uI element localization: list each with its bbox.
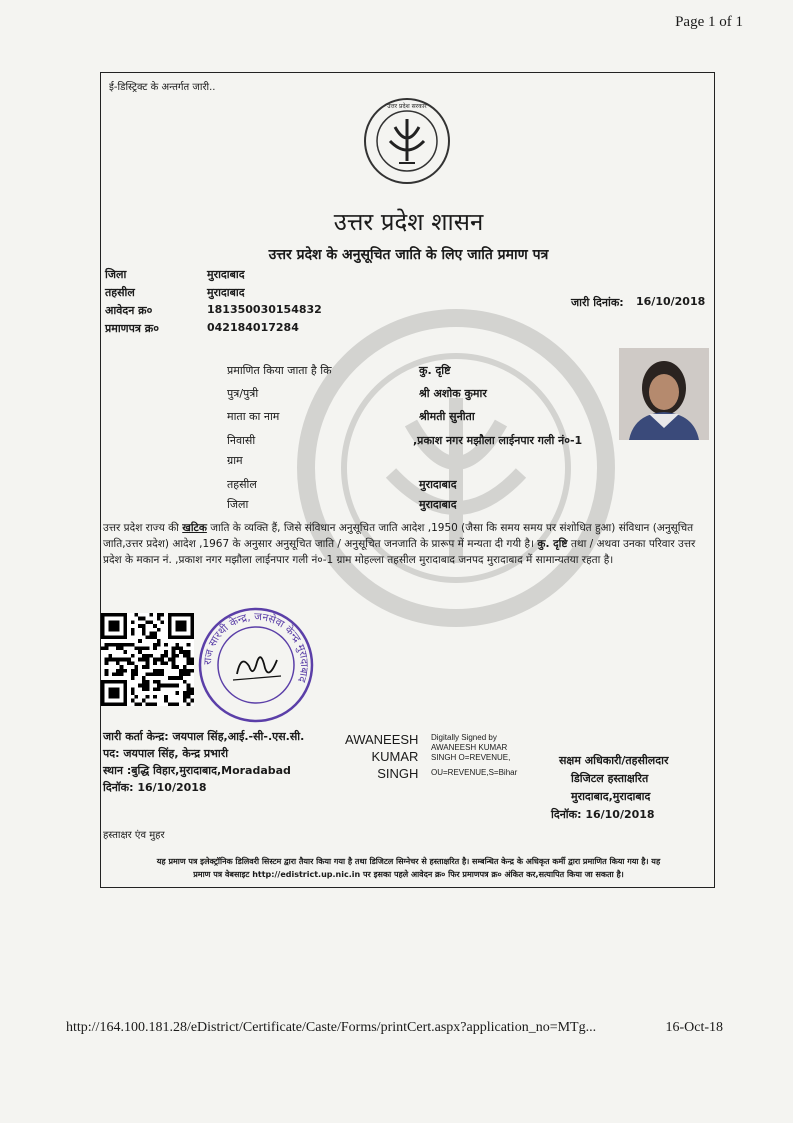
qr-code[interactable] (101, 613, 194, 706)
issuer-date: दिनॉक: 16/10/2018 (103, 781, 207, 794)
signer-name-line-3: SINGH (377, 766, 419, 781)
issue-date-label: जारी दिनांक: (571, 296, 624, 309)
detail-value-father: श्री अशोक कुमार (419, 387, 487, 400)
detail-label-child-of: पुत्र/पुत्री (227, 387, 259, 400)
issued-under-label: ई-डिस्ट्रिक्ट के अन्तर्गत जारी.. (109, 82, 216, 93)
issuer-post: पद: जयपाल सिंह, केन्द्र प्रभारी (103, 747, 229, 760)
meta-value-application-no: 181350030154832 (207, 303, 322, 316)
signature-detail-line-2: AWANEESH KUMAR (431, 743, 508, 752)
meta-value-tehsil: मुरादाबाद (207, 286, 245, 299)
signature-detail-line-4: OU=REVENUE,S=Bihar (431, 768, 518, 777)
meta-value-district: मुरादाबाद (207, 268, 245, 281)
digital-signature-details (431, 733, 517, 778)
authority-date: दिनॉक: 16/10/2018 (551, 808, 655, 821)
signature-seal-label: हस्ताक्षर एंव मुहर (103, 830, 165, 841)
detail-label-district: जिला (227, 498, 249, 511)
detail-value-name: कु. दृष्टि (419, 364, 451, 377)
signature-detail-line-1: Digitally Signed by (431, 733, 497, 742)
detail-label-village: ग्राम (227, 454, 243, 467)
detail-value-tehsil: मुरादाबाद (419, 478, 457, 491)
page-number-header: Page 1 of 1 (675, 14, 743, 30)
watermark-emblem-icon (291, 303, 621, 633)
certificate-body-paragraph (103, 520, 711, 568)
detail-label-mother: माता का नाम (227, 410, 280, 423)
verification-note (101, 855, 716, 881)
paragraph-text-3: तथा / अथवा उनका परिवार उत्तर प्रदेश के मकान नं. ,प्रकाश नगर मझौला लाईनपार गली नं०-1 ग्राम मोहल्ला तहसील मुरादाबाद जनपद मुरादाबाद में सामान्यतया रहता है। (103, 538, 696, 566)
detail-label-tehsil: तहसील (227, 478, 257, 491)
certificate-subtitle: उत्तर प्रदेश के अनुसूचित जाति के लिए जाति प्रमाण पत्र (268, 247, 549, 263)
authority-designation: सक्षम अधिकारी/तहसीलदार (559, 754, 669, 767)
signature-detail-line-3: SINGH O=REVENUE, (431, 753, 511, 762)
meta-label-application-no: आवेदन क्र० (105, 304, 153, 317)
paragraph-applicant-name: कु. दृष्टि (537, 538, 568, 550)
issuer-center: जारी कर्ता केन्द्र: जयपाल सिंह,आई.-सी-.एस.सी. (103, 730, 305, 743)
verification-note-line-2: प्रमाण पत्र वेबसाइट http://edistrict.up.nic.in पर इसका पहले आवेदन क्र० फिर प्रमाणपत्र क्र० अंकित कर,सत्यापित किया जा सकता है। (193, 870, 624, 879)
paragraph-text-2: जाति के व्यक्ति हैं, जिसे संविधान अनुसूचित जाति आदेश ,1950 (जैसा कि समय समय पर संशोधित हुआ) संविधान (अनुसूचित जाति,उत्तर प्रदेश) आदेश ,1967 के अनुसार अनुसूचित जाति / अनुसूचित जनजाति के प्रारूप में मन्यता दी गयी है। (103, 522, 694, 550)
authority-digital-signed: डिजिटल हस्ताक्षरित (571, 772, 649, 785)
applicant-photo (619, 348, 709, 440)
digital-signer-name (345, 731, 418, 782)
stamp-text: राज सारथी केन्द्र, जनसेवा केन्द्र मुरादाबाद (201, 610, 311, 684)
print-date: 16-Oct-18 (665, 1020, 723, 1035)
meta-label-district: जिला (105, 268, 127, 281)
caste-name: खटिक (182, 522, 207, 534)
official-stamp-icon (197, 606, 315, 724)
authority-location: मुरादाबाद,मुरादाबाद (571, 790, 651, 803)
detail-value-address: ,प्रकाश नगर मझौला लाईनपार गली नं०-1 (413, 434, 583, 447)
detail-label-resident: निवासी (227, 434, 256, 447)
meta-label-tehsil: तहसील (105, 286, 135, 299)
issue-date-value: 16/10/2018 (636, 295, 706, 308)
verification-note-line-1: यह प्रमाण पत्र इलेक्ट्रॉनिक डिलिवरी सिस्टम द्वारा तैयार किया गया है तथा डिजिटल सिग्नेचर से हस्ताक्षरित है। सम्बन्धित केन्द्र के अधिकृत कर्मी द्वारा प्रमाणित किया गया है। यह (156, 857, 661, 866)
meta-value-certificate-no: 042184017284 (207, 321, 299, 334)
certificate-title: उत्तर प्रदेश शासन (333, 208, 484, 236)
signer-name-line-2: KUMAR (371, 749, 419, 764)
emblem-text: उत्तर प्रदेश सरकार (387, 103, 427, 110)
issuer-place: स्थान :बुद्धि विहार,मुरादाबाद,Moradabad (103, 764, 291, 777)
print-url: http://164.100.181.28/eDistrict/Certificate/Caste/Forms/printCert.aspx?application_no=MTg... (66, 1020, 597, 1035)
detail-label-certified: प्रमाणित किया जाता है कि (227, 364, 332, 377)
detail-value-district: मुरादाबाद (419, 498, 457, 511)
meta-label-certificate-no: प्रमाणपत्र क्र० (105, 322, 159, 335)
certificate-frame (100, 72, 715, 888)
detail-value-mother: श्रीमती सुनीता (419, 410, 475, 423)
signer-name-line-1: AWANEESH (345, 732, 419, 747)
paragraph-text-1: उत्तर प्रदेश राज्य की (103, 522, 183, 534)
up-government-emblem-icon (363, 97, 451, 185)
